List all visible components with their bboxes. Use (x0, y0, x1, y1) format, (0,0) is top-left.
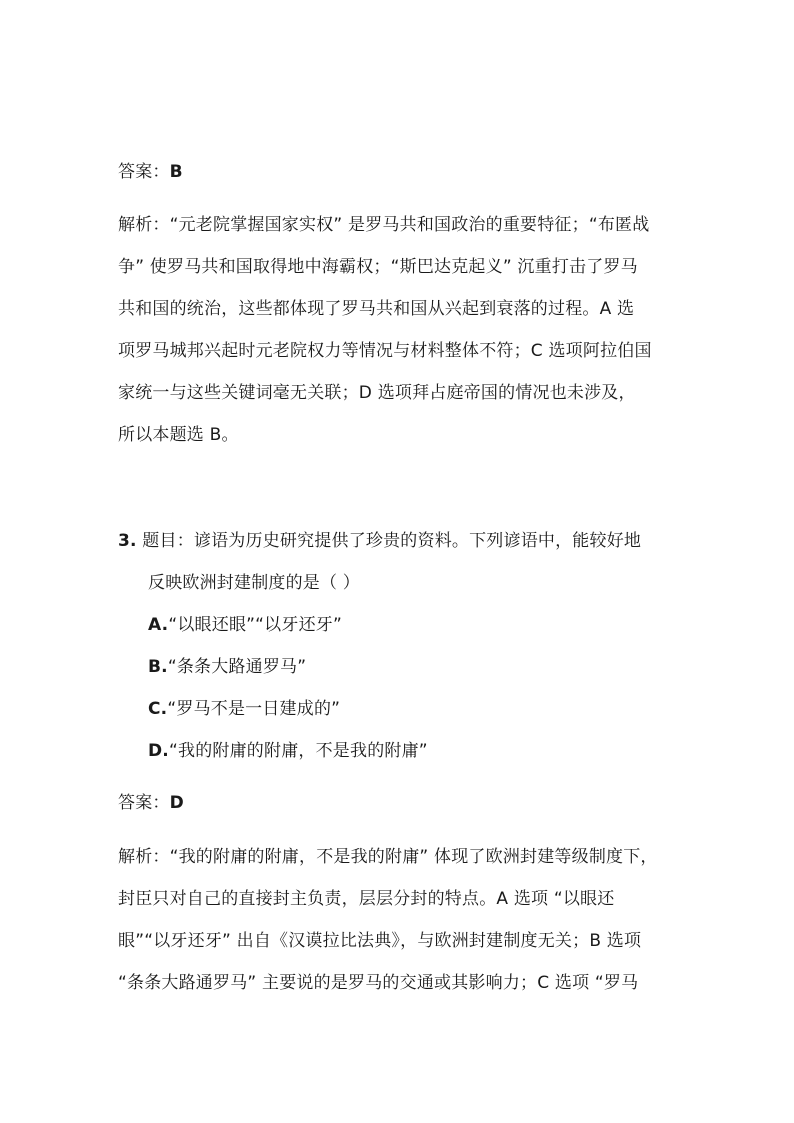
answer-3 (118, 793, 184, 813)
answer-value: D (169, 793, 184, 813)
answer-value: B (169, 162, 183, 182)
option-letter: B. (148, 657, 168, 677)
option-c (148, 699, 340, 719)
question-number: 3. (118, 531, 137, 551)
question-stem-text: 题目：谚语为历史研究提供了珍贵的资料。下列谚语中，能较好地 (142, 531, 642, 551)
analysis-line: 解析：“我的附庸的附庸，不是我的附庸” 体现了欧洲封建等级制度下， (118, 847, 658, 867)
analysis-line: 争” 使罗马共和国取得地中海霸权；“斯巴达克起义” 沉重打击了罗马 (118, 257, 638, 277)
option-text: “条条大路通罗马” (167, 657, 307, 677)
option-d (148, 741, 428, 761)
option-b (148, 657, 306, 677)
analysis-line: 家统一与这些关键词毫无关联；D 选项拜占庭帝国的情况也未涉及， (118, 383, 636, 403)
analysis-line: 共和国的统治，这些都体现了罗马共和国从兴起到衰落的过程。A 选 (118, 299, 635, 319)
question-stem (118, 531, 641, 551)
option-letter: C. (148, 699, 168, 719)
analysis-line: 眼”“以牙还牙” 出自《汉谟拉比法典》，与欧洲封建制度无关；B 选项 (118, 931, 642, 951)
question-stem-continued: 反映欧洲封建制度的是（ ） (148, 573, 361, 593)
analysis-line: 所以本题选 B。 (118, 425, 239, 445)
option-letter: D. (148, 741, 169, 761)
answer-2 (118, 162, 183, 182)
analysis-line: 封臣只对自己的直接封主负责，层层分封的特点。A 选项 “以眼还 (118, 889, 615, 909)
option-text: “以眼还眼”“以牙还牙” (168, 615, 342, 635)
answer-label: 答案： (118, 793, 170, 813)
answer-label: 答案： (118, 162, 170, 182)
option-text: “我的附庸的附庸，不是我的附庸” (168, 741, 428, 761)
analysis-line: 解析：“元老院掌握国家实权” 是罗马共和国政治的重要特征；“布匿战 (118, 215, 650, 235)
option-text: “罗马不是一日建成的” (167, 699, 341, 719)
analysis-line: “条条大路通罗马” 主要说的是罗马的交通或其影响力；C 选项 “罗马 (118, 973, 639, 993)
option-letter: A. (148, 615, 169, 635)
analysis-line: 项罗马城邦兴起时元老院权力等情况与材料整体不符；C 选项阿拉伯国 (118, 341, 652, 361)
option-a (148, 615, 342, 635)
